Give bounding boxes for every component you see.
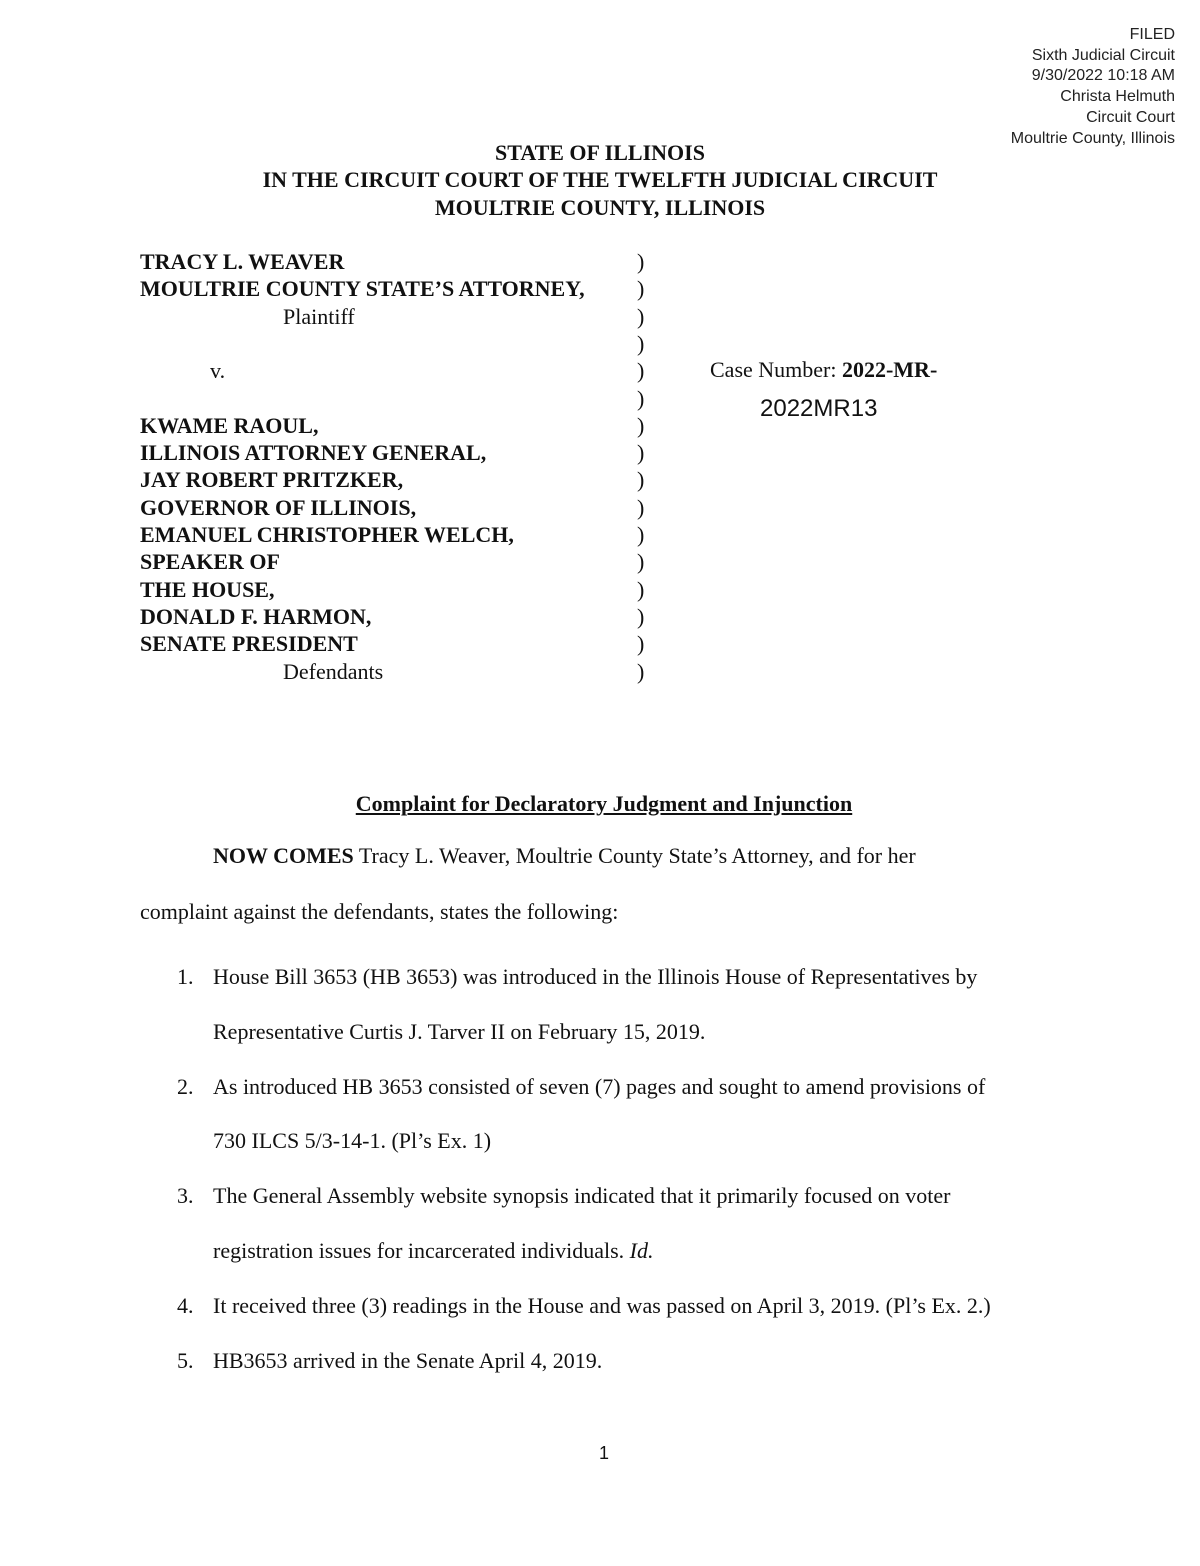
list-item-text-span: House Bill 3653 (HB 3653) was introduced in the Illinois House of Representatives by <box>213 964 978 989</box>
caption-party-line: v. <box>210 358 226 384</box>
caption-paren: ) <box>637 549 645 575</box>
list-item-text <box>213 1183 950 1209</box>
caption-party-line: SENATE PRESIDENT <box>140 631 358 657</box>
page-number: 1 <box>598 1443 609 1463</box>
list-item-text-span: The General Assembly website synopsis indicated that it primarily focused on voter <box>213 1183 951 1209</box>
caption-party-line: GOVERNOR OF ILLINOIS, <box>140 494 417 520</box>
list-item-text <box>213 1128 491 1154</box>
case-number <box>710 357 937 383</box>
list-item-number: 2. <box>177 1073 194 1099</box>
intro-line-2: complaint against the defendants, states the following: <box>140 899 619 924</box>
list-item-text <box>213 1019 705 1045</box>
caption-paren: ) <box>637 603 645 629</box>
intro-line-1 <box>213 843 916 869</box>
caption-party-line: THE HOUSE, <box>140 576 275 602</box>
caption-paren: ) <box>637 467 645 493</box>
court-header-state: STATE OF ILLINOIS <box>495 140 705 165</box>
caption-paren: ) <box>637 494 645 520</box>
caption-party-line: ILLINOIS ATTORNEY GENERAL, <box>140 440 487 466</box>
list-item-text <box>213 1074 985 1100</box>
caption-paren: ) <box>637 631 645 657</box>
intro-lead: NOW COMES <box>213 843 354 868</box>
list-item-text-span: It received three (3) readings in the House and was passed on April 3, 2019. (Pl’s Ex. 2.) <box>213 1292 991 1318</box>
caption-party-line: DONALD F. HARMON, <box>140 603 372 629</box>
list-item-number: 5. <box>177 1347 194 1373</box>
caption-party-line: SPEAKER OF <box>140 549 280 575</box>
caption-paren: ) <box>637 412 645 438</box>
list-item-text-span: HB3653 arrived in the Senate April 4, 2019. <box>213 1347 603 1373</box>
caption-paren: ) <box>637 440 645 466</box>
caption-paren: ) <box>637 330 645 356</box>
caption-party-line: TRACY L. WEAVER <box>140 249 345 274</box>
filed-stamp-line: Christa Helmuth <box>1060 88 1175 106</box>
court-header-county: MOULTRIE COUNTY, ILLINOIS <box>434 195 766 220</box>
list-item-text-span: 730 ILCS 5/3-14-1. (Pl’s Ex. 1) <box>213 1128 492 1154</box>
caption-paren: ) <box>637 658 645 684</box>
filed-stamp-line: FILED <box>1129 26 1175 43</box>
filed-stamp-line: Sixth Judicial Circuit <box>1031 46 1175 64</box>
list-item-text <box>213 1293 991 1319</box>
document-title: Complaint for Declaratory Judgment and Injunction <box>355 791 853 816</box>
caption-party-line: MOULTRIE COUNTY STATE’S ATTORNEY, <box>140 276 585 302</box>
list-item-text <box>213 1348 602 1374</box>
court-header-circuit: IN THE CIRCUIT COURT OF THE TWELFTH JUDICIAL CIRCUIT <box>262 167 938 192</box>
intro-text: Tracy L. Weaver, Moultrie County State’s Attorney, and for her <box>353 843 916 868</box>
caption-party-line: EMANUEL CHRISTOPHER WELCH, <box>140 522 514 547</box>
caption-party-line: KWAME RAOUL, <box>140 412 319 438</box>
list-item-number: 3. <box>177 1183 194 1209</box>
caption-paren: ) <box>637 276 645 302</box>
list-item-number: 4. <box>177 1292 194 1318</box>
list-item-text-span: As introduced HB 3653 consisted of seven (7) pages and sought to amend provisions of <box>213 1073 986 1099</box>
caption-paren: ) <box>637 522 645 547</box>
list-item-text-span: Representative Curtis J. Tarver II on February 15, 2019. <box>213 1018 706 1044</box>
case-number-label: Case Number: <box>710 357 837 382</box>
list-item-text <box>213 964 977 990</box>
caption-paren: ) <box>637 576 645 602</box>
caption-party-line: Defendants <box>283 658 384 684</box>
citation-id: Id. <box>629 1238 654 1263</box>
case-number-value: 2022-MR- <box>841 357 938 382</box>
filed-stamp-line: Circuit Court <box>1086 108 1175 126</box>
caption-party-line: Plaintiff <box>283 303 355 329</box>
caption-paren: ) <box>637 249 645 274</box>
caption-paren: ) <box>637 303 645 329</box>
case-number-stamp: 2022MR13 <box>760 395 878 422</box>
list-item-text <box>213 1238 653 1264</box>
caption-paren: ) <box>637 358 645 384</box>
filed-stamp-line: Moultrie County, Illinois <box>1010 129 1175 147</box>
list-item-text-span: registration issues for incarcerated individuals. <box>213 1238 630 1263</box>
filed-stamp <box>1011 25 1175 149</box>
list-item-number: 1. <box>177 964 194 989</box>
filed-stamp-line: 9/30/2022 10:18 AM <box>1031 67 1175 85</box>
caption-paren: ) <box>637 385 645 411</box>
caption-party-line: JAY ROBERT PRITZKER, <box>140 467 404 493</box>
